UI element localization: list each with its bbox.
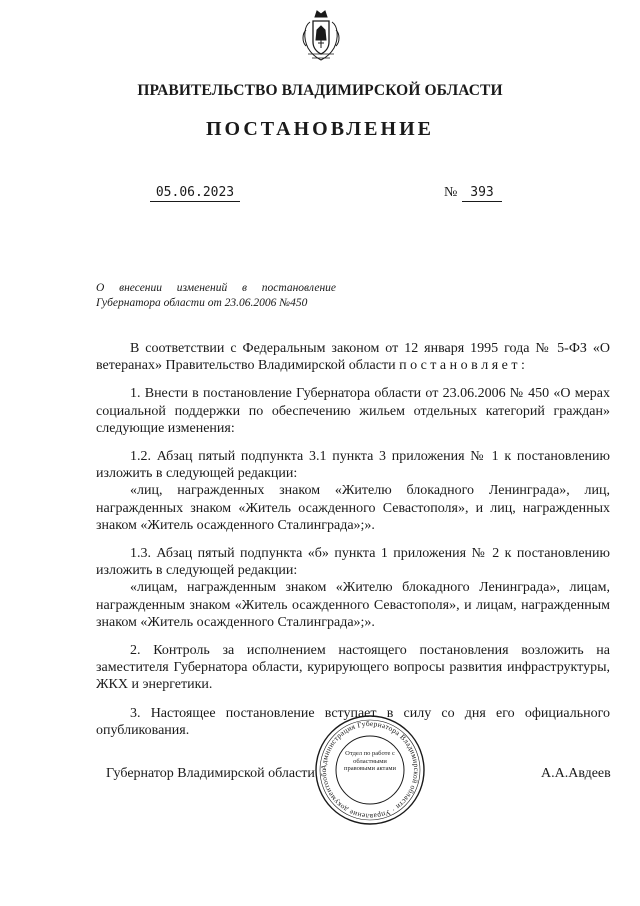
paragraph-item-1: 1. Внести в постановление Губернатора области от 23.06.2006 № 450 «О мерах социальной поддержки по обеспечению жильем отдельных категорий граждан» следующие изменения: <box>96 386 610 436</box>
paragraph-item-2: 2. Контроль за исполнением настоящего постановления возложить на заместителя Губернатора области, курирующего вопросы развития инфраструктуры, ЖКХ и энергетики. <box>96 643 610 693</box>
document-body <box>96 340 610 739</box>
number-label: № <box>444 185 458 200</box>
document-type: ПОСТАНОВЛЕНИЕ <box>206 118 434 140</box>
coat-of-arms-icon <box>298 8 344 64</box>
paragraph-item-1-3: 1.3. Абзац пятый подпункта «б» пункта 1 приложения № 2 к постановлению изложить в следующей редакции: <box>96 546 610 579</box>
paragraph-item-3: 3. Настоящее постановление вступает в силу со дня его официального опубликования. <box>96 705 610 738</box>
paragraph-quote-1-3: «лицам, награжденным знаком «Жителю блокадного Ленинграда», лицам, награжденным знаком «Житель осажденного Севастополя», и лицам, награжденным знаком «Житель осажденного Сталинграда»;». <box>96 580 610 630</box>
signer-name: А.А.Авдеев <box>541 766 611 781</box>
signer-position: Губернатор Владимирской области <box>106 766 315 781</box>
stamp-center-text: Отдел по работе с областными правовыми актами <box>344 750 396 773</box>
official-stamp <box>314 714 426 826</box>
paragraph-item-1-2: 1.2. Абзац пятый подпункта 3.1 пункта 3 приложения № 1 к постановлению изложить в следующей редакции: <box>96 449 610 482</box>
paragraph-quote-1-2: «лиц, награжденных знаком «Жителю блокадного Ленинграда», лиц, награжденных знаком «Житель осажденного Севастополя», и лиц, награжденных знаком «Житель осажденного Сталинграда»;». <box>96 483 610 533</box>
document-number: 393 <box>462 185 502 202</box>
stamp-ring-text: Администрация Губернатора Владимирской области · Управление документообо <box>318 718 422 822</box>
paragraph-preamble: В соответствии с Федеральным законом от 12 января 1995 года № 5-ФЗ «О ветеранах» Правительство Владимирской области п о с т а н о в л я е т : <box>96 341 610 374</box>
government-title: ПРАВИТЕЛЬСТВО ВЛАДИМИРСКОЙ ОБЛАСТИ <box>137 82 503 99</box>
document-date: 05.06.2023 <box>150 185 240 202</box>
document-subject: О внесении изменений в постановление Губернатора области от 23.06.2006 №450 <box>96 282 336 309</box>
